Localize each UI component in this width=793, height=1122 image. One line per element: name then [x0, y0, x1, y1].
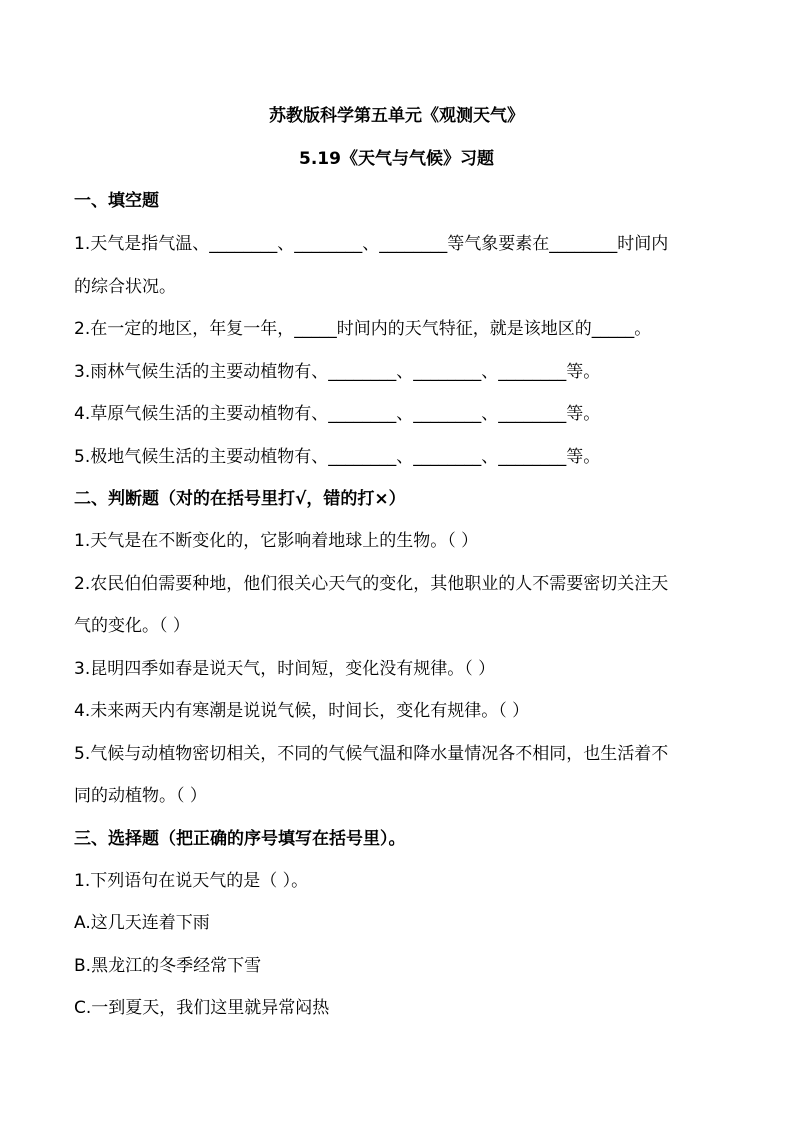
true-false-q2-line1: 2.农民伯伯需要种地，他们很关心天气的变化，其他职业的人不需要密切关注天: [74, 574, 669, 594]
true-false-q1: 1.天气是在不断变化的，它影响着地球上的生物。（ ）: [74, 531, 479, 551]
fill-blank-q2: 2.在一定的地区，年复一年，_____时间内的天气特征，就是该地区的_____。: [74, 319, 652, 339]
document-subtitle: 5.19《天气与气候》习题: [299, 149, 494, 169]
fill-blank-q4: 4.草原气候生活的主要动植物有、________、________、________等。: [74, 404, 601, 424]
true-false-q5-line1: 5.气候与动植物密切相关，不同的气候气温和降水量情况各不相同，也生活着不: [74, 744, 669, 764]
multiple-choice-q1: 1.下列语句在说天气的是（ ）。: [74, 871, 309, 891]
section-heading-true-false: 二、判断题（对的在括号里打√，错的打×）: [74, 489, 406, 509]
fill-blank-q5: 5.极地气候生活的主要动植物有、________、________、________等。: [74, 447, 601, 467]
true-false-q3: 3.昆明四季如春是说天气，时间短，变化没有规律。（ ）: [74, 659, 496, 679]
section-heading-fill-blank: 一、填空题: [74, 191, 159, 211]
section-heading-multiple-choice: 三、选择题（把正确的序号填写在括号里）。: [74, 829, 406, 849]
true-false-q5-line2: 同的动植物。（ ）: [74, 786, 207, 806]
document-title: 苏教版科学第五单元《观测天气》: [269, 106, 524, 126]
true-false-q4: 4.未来两天内有寒潮是说说气候，时间长，变化有规律。（ ）: [74, 701, 530, 721]
fill-blank-q1-line2: 的综合状况。: [74, 277, 176, 297]
multiple-choice-option-c: C.一到夏天，我们这里就异常闷热: [74, 998, 330, 1018]
fill-blank-q3: 3.雨林气候生活的主要动植物有、________、________、________等。: [74, 362, 601, 382]
multiple-choice-option-a: A.这几天连着下雨: [74, 913, 210, 933]
true-false-q2-line2: 气的变化。（ ）: [74, 616, 190, 636]
multiple-choice-option-b: B.黑龙江的冬季经常下雪: [74, 956, 262, 976]
fill-blank-q1-line1: 1.天气是指气温、________、________、________等气象要素在________时间内: [74, 234, 669, 254]
